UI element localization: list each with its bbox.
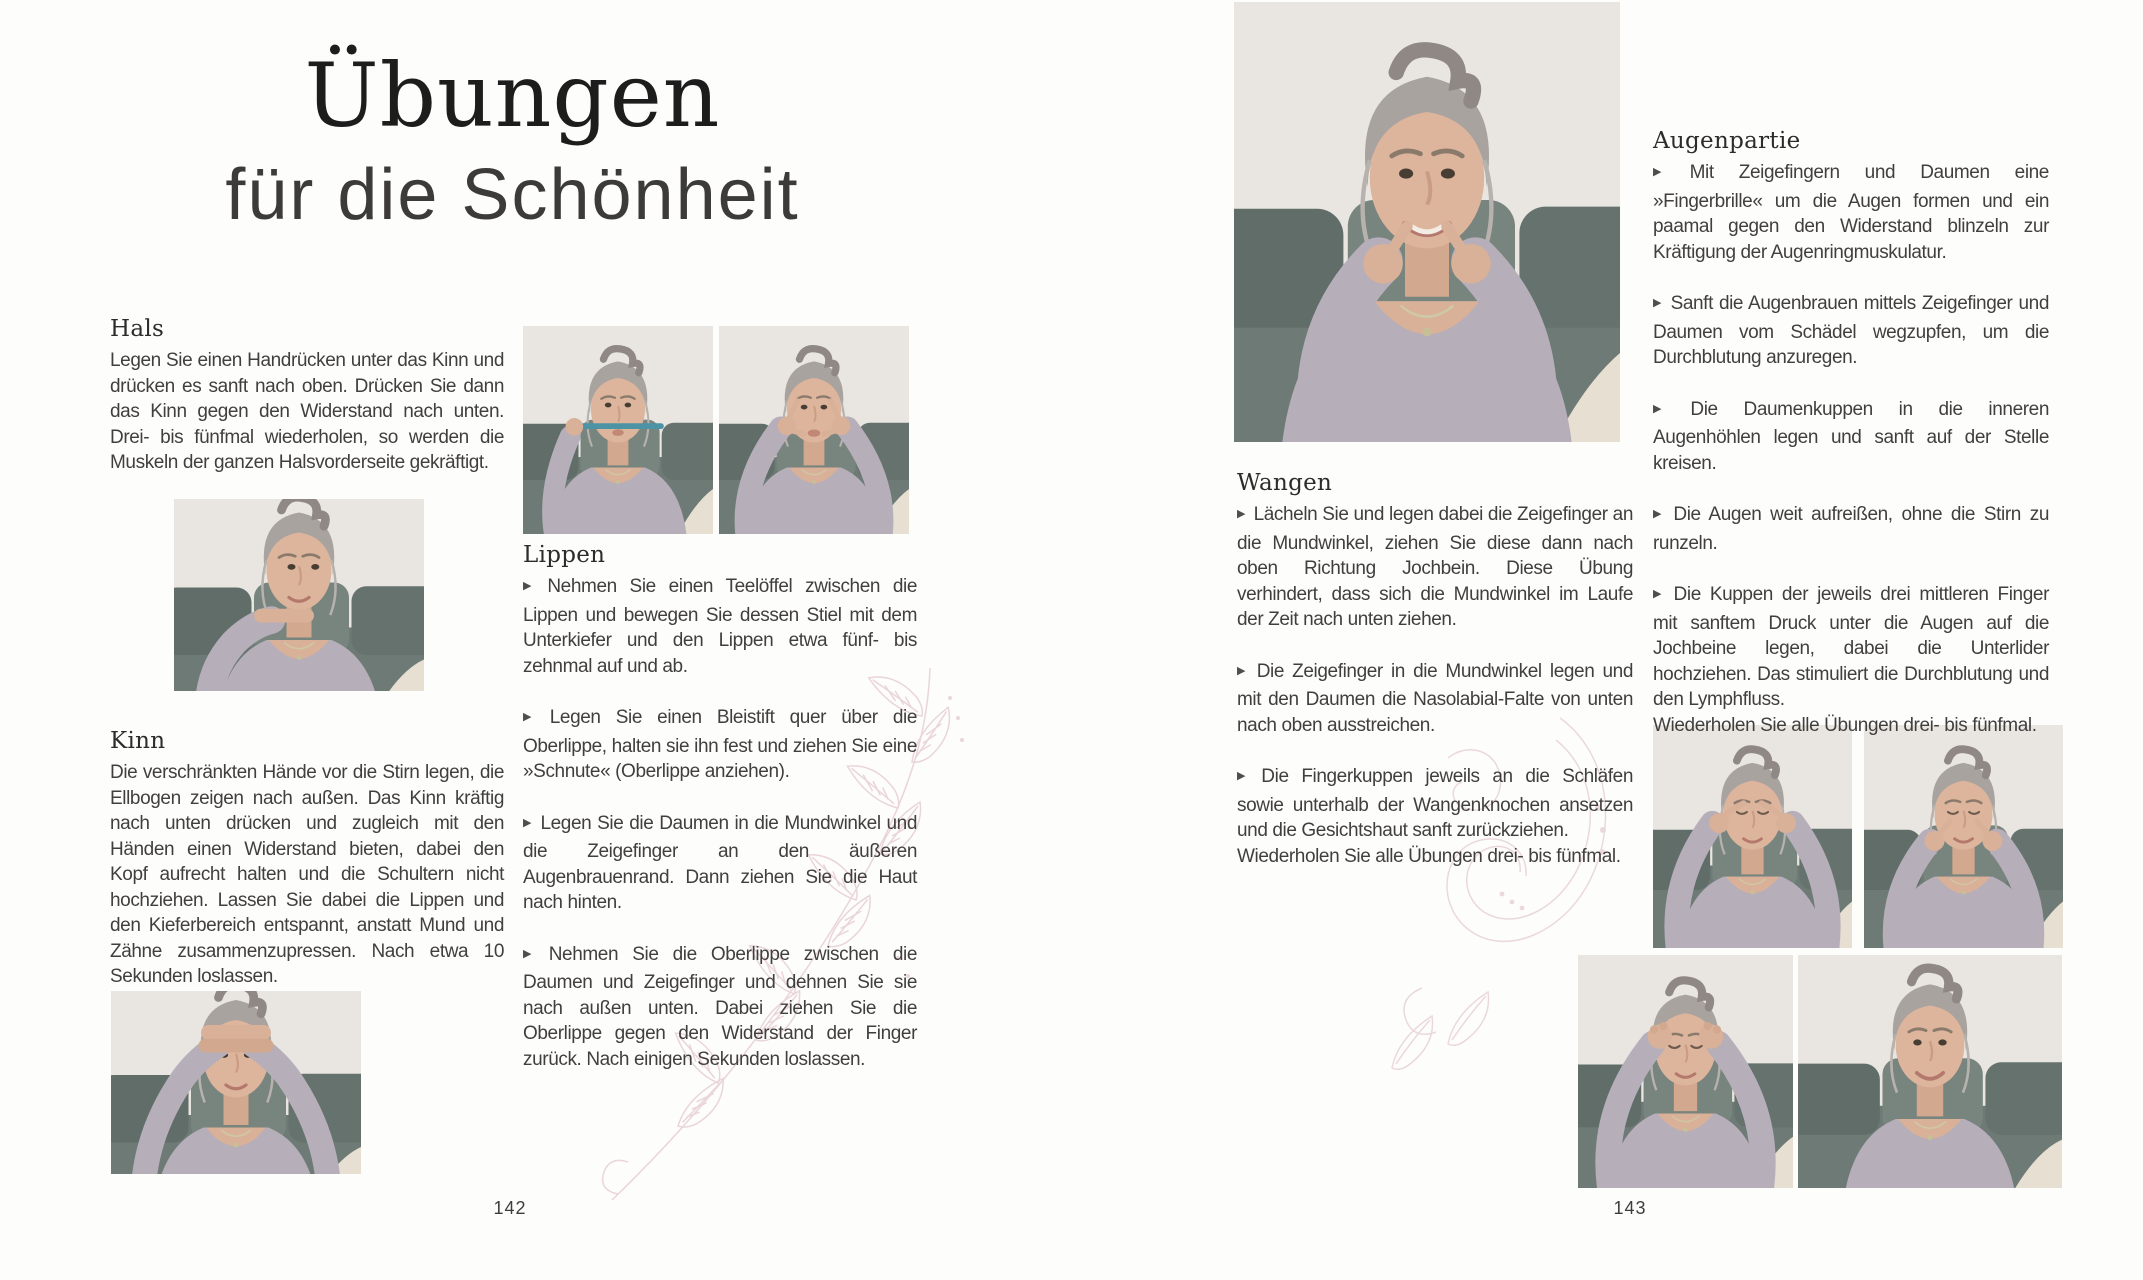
section-hals-body: Legen Sie einen Handrücken unter das Kinn und drücken es sanft nach oben. Drücken Sie dann das Kinn gegen den Widerstand nach unten. Drei- bis fünfmal wiederholen, so werden die Muskeln der ganzen Halsvorderseite gekräftigt. bbox=[110, 350, 504, 473]
bullet-arrow-icon: ▶ bbox=[523, 947, 541, 960]
bullet-arrow-icon: ▶ bbox=[523, 580, 540, 592]
photo-augen-exercise-2 bbox=[1864, 725, 2063, 948]
photo-lippen-exercise-1 bbox=[523, 326, 713, 534]
bullet-text: Die Daumenkuppen in die inneren Augenhöhlen legen und sanft auf der Stelle kreisen. bbox=[1653, 398, 2049, 474]
section-kinn-heading: Kinn bbox=[110, 728, 166, 754]
bullet-arrow-icon: ▶ bbox=[1237, 508, 1246, 520]
photo-wangen-exercise-large bbox=[1234, 2, 1620, 442]
lippen-bullet-1 bbox=[523, 574, 917, 679]
wangen-bullet-3 bbox=[1237, 764, 1633, 844]
photo-augen-exercise-1 bbox=[1653, 725, 1852, 948]
photo-augen-exercise-3 bbox=[1578, 955, 1793, 1188]
bullet-arrow-icon: ▶ bbox=[1653, 508, 1666, 520]
bullet-arrow-icon: ▶ bbox=[1653, 588, 1666, 600]
augenpartie-bullet-2 bbox=[1653, 291, 2049, 371]
section-lippen-heading: Lippen bbox=[523, 542, 606, 568]
photo-kinn-exercise bbox=[111, 991, 361, 1174]
lippen-bullet-4 bbox=[523, 942, 917, 1073]
section-wangen-heading: Wangen bbox=[1237, 470, 1333, 496]
bullet-text: Die Augen weit aufreißen, ohne die Stirn zu runzeln. bbox=[1653, 504, 2049, 554]
bullet-text: Legen Sie die Daumen in die Mundwinkel und die Zeigefinger an den äußeren Augenbrauenrand. Dann ziehen Sie die Haut nach hinten. bbox=[523, 812, 917, 913]
bullet-text: Die Zeigefinger in die Mundwinkel legen und mit den Daumen die Nasolabial-Falte von unten nach oben ausstreichen. bbox=[1237, 660, 1633, 736]
bullet-text: Die Kuppen der jeweils drei mittleren Finger mit sanftem Druck unter die Augen auf die Jochbeine legen, dabei die Unterlider hochziehen. Das stimuliert die Durchblutung und den Lymphfluss. bbox=[1653, 584, 2049, 710]
section-wangen bbox=[1237, 470, 1633, 869]
wangen-repeat-note: Wiederholen Sie alle Übungen drei- bis fünfmal. bbox=[1237, 845, 1621, 867]
bullet-text: Mit Zeigefingern und Daumen eine »Fingerbrille« um die Augen formen und ein paamal gegen den Widerstand blinzeln zur Kräftigung der Augenringmuskulatur. bbox=[1653, 162, 2049, 263]
lippen-bullet-2 bbox=[523, 705, 917, 785]
bullet-text: Nehmen Sie die Oberlippe zwischen die Daumen und Zeigefinger und dehnen Sie sie nach außen unten. Dabei ziehen Sie die Oberlippe gegen den Widerstand der Finger zurück. Nach einigen Sekunden loslassen. bbox=[523, 943, 917, 1070]
section-kinn-body: Die verschränkten Hände vor die Stirn legen, die Ellbogen zeigen nach außen. Das Kinn kräftig nach unten drücken und zugleich mit den Händen einen Widerstand bieten, dabei den Kopf aufrecht halten und die Schultern nicht hochziehen. Lassen Sie dabei die Lippen und den Kieferbereich entspannt, anstatt Mund und Zähne zusammenzupressen. Nach etwa 10 Sekunden loslassen. bbox=[110, 762, 504, 987]
page-number-right: 143 bbox=[1613, 1198, 1647, 1218]
augenpartie-bullet-5 bbox=[1653, 582, 2049, 713]
bullet-arrow-icon: ▶ bbox=[1237, 664, 1249, 677]
section-hals bbox=[110, 316, 504, 476]
lippen-bullet-3 bbox=[523, 811, 917, 916]
page-title-line2: für die Schönheit bbox=[225, 155, 800, 235]
wangen-bullet-1 bbox=[1237, 502, 1633, 633]
section-hals-heading: Hals bbox=[110, 316, 165, 342]
augenpartie-bullet-4 bbox=[1653, 502, 2049, 556]
augenpartie-repeat-note: Wiederholen Sie alle Übungen drei- bis fünfmal. bbox=[1653, 714, 2037, 736]
bullet-arrow-icon: ▶ bbox=[1653, 166, 1682, 178]
page-title-line1: Übungen bbox=[304, 44, 721, 147]
section-augenpartie-heading: Augenpartie bbox=[1653, 128, 1801, 154]
bullet-text: Die Fingerkuppen jeweils an die Schläfen sowie unterhalb der Wangenknochen ansetzen und die Gesichtshaut sanft zurückziehen. bbox=[1237, 766, 1633, 841]
augenpartie-bullet-1 bbox=[1653, 160, 2049, 265]
section-kinn bbox=[110, 728, 504, 990]
photo-augen-exercise-4 bbox=[1798, 955, 2062, 1188]
photo-lippen-exercise-2 bbox=[719, 326, 909, 534]
bullet-text: Nehmen Sie einen Teelöffel zwischen die Lippen und bewegen Sie dessen Stiel mit dem Unterkiefer und den Lippen etwa fünf- bis zehnmal auf und ab. bbox=[523, 576, 917, 677]
wangen-bullet-2 bbox=[1237, 659, 1633, 739]
bullet-arrow-icon: ▶ bbox=[1653, 402, 1683, 415]
augenpartie-bullet-3 bbox=[1653, 397, 2049, 477]
bullet-text: Legen Sie einen Bleistift quer über die Oberlippe, halten sie ihn fest und ziehen Sie eine »Schnute« (Oberlippe anziehen). bbox=[523, 707, 917, 782]
section-lippen bbox=[523, 542, 917, 1072]
bullet-arrow-icon: ▶ bbox=[1653, 297, 1663, 309]
page-number-left: 142 bbox=[493, 1198, 527, 1218]
section-augenpartie bbox=[1653, 128, 2049, 738]
bullet-text: Sanft die Augenbrauen mittels Zeigefinger und Daumen vom Schädel wegzupfen, um die Durchblutung anzuregen. bbox=[1653, 293, 2049, 368]
bullet-arrow-icon: ▶ bbox=[523, 816, 533, 829]
bullet-arrow-icon: ▶ bbox=[1237, 770, 1254, 782]
bullet-text: Lächeln Sie und legen dabei die Zeigefinger an die Mundwinkel, ziehen Sie diese dann nach oben Richtung Jochbein. Diese Übung verhindert, dass sich die Mundwinkel im Laufe der Zeit nach unten ziehen. bbox=[1237, 504, 1633, 630]
bullet-arrow-icon: ▶ bbox=[523, 711, 542, 723]
photo-hals-exercise bbox=[174, 499, 424, 691]
